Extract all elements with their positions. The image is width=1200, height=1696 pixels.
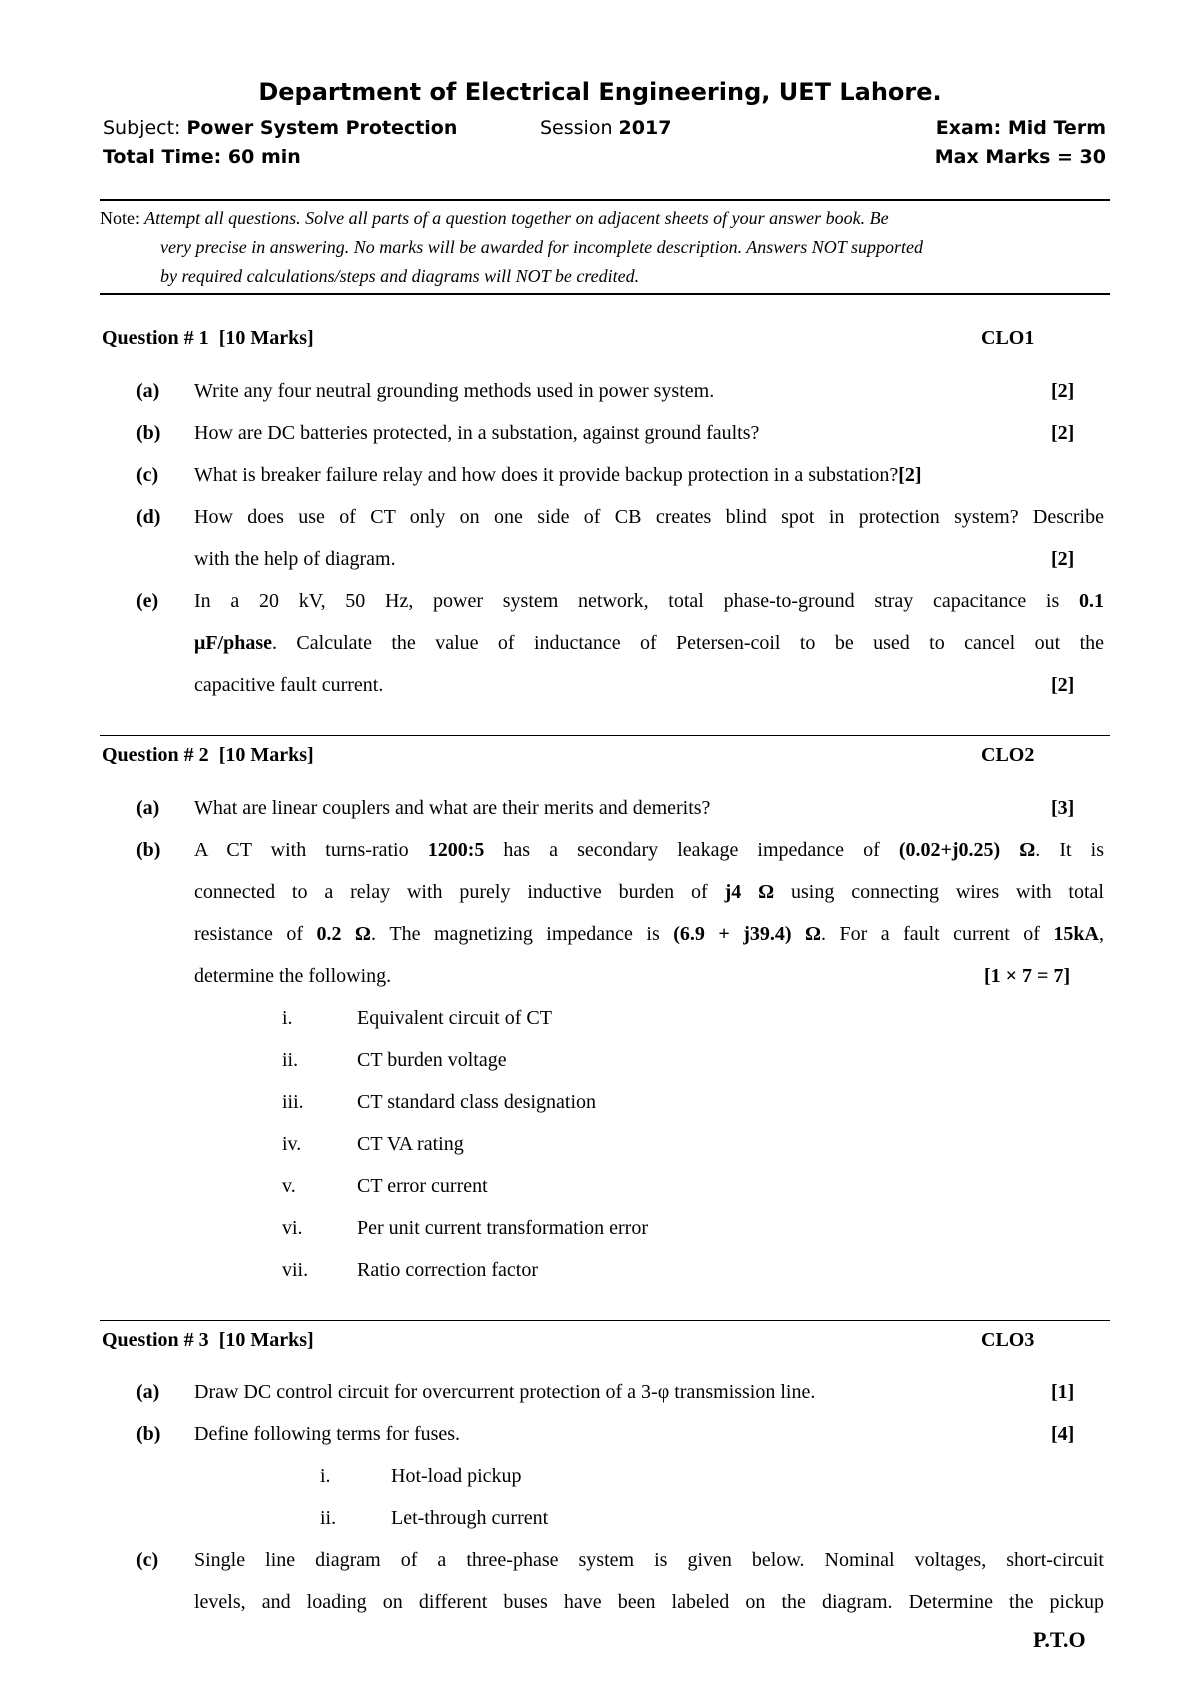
question-1-marks: [10 Marks] <box>218 327 314 349</box>
q1-d-marks: [2] <box>1051 548 1075 570</box>
q3-c-label: (c) <box>136 1549 159 1571</box>
q2-b-item-num: vii. <box>282 1259 309 1281</box>
q2-b-leakage-impedance: (0.02+j0.25) Ω <box>898 839 1036 861</box>
q2-b-item-num: vi. <box>282 1217 303 1239</box>
q2-b-line-4: determine the following. <box>194 965 392 987</box>
q2-b-item-text: Ratio correction factor <box>357 1259 539 1281</box>
q3-c-line-2: levels, and loading on different buses have been labeled on the diagram. Determine the pickup <box>194 1591 1104 1613</box>
question-1-heading <box>102 327 314 350</box>
question-1-title: Question # 1 <box>102 327 209 349</box>
time-label: Total Time: <box>103 146 228 168</box>
time-value: 60 min <box>227 146 301 168</box>
q1-c-line <box>194 464 922 487</box>
q2-b-line-2 <box>194 881 1104 904</box>
q1-e-line-1a: In a 20 kV, 50 Hz, power system network, total phase-to-ground stray capacitance is <box>194 590 1079 612</box>
q3-a-text: Draw DC control circuit for overcurrent protection of a 3-φ transmission line. <box>194 1381 816 1403</box>
q2-b-item-num: iii. <box>282 1091 304 1113</box>
q1-d-label: (d) <box>136 506 161 528</box>
q1-e-line-2a: μF/phase <box>194 632 273 654</box>
question-2-title: Question # 2 <box>102 744 209 766</box>
exam-type: Exam: Mid Term <box>935 117 1106 139</box>
q2-b-wire-resistance: 0.2 Ω <box>316 923 371 945</box>
time-line <box>103 146 301 168</box>
session-label: Session <box>540 117 619 139</box>
q3-b-item-text: Let-through current <box>391 1507 549 1529</box>
subject-value: Power System Protection <box>186 117 458 139</box>
q1-d-line-1: How does use of CT only on one side of CB creates blind spot in protection system? Describe <box>194 506 1104 528</box>
q2-b-l3g: , <box>1099 923 1104 945</box>
subject-line <box>103 117 457 139</box>
q3-b-item-text: Hot-load pickup <box>391 1465 522 1487</box>
question-3-title: Question # 3 <box>102 1329 209 1351</box>
q1-e-line-1 <box>194 590 1104 613</box>
q2-a-text: What are linear couplers and what are their merits and demerits? <box>194 797 711 819</box>
divider-note <box>100 293 1110 295</box>
q1-e-line-1b: 0.1 <box>1079 590 1104 612</box>
q2-b-line-1 <box>194 839 1104 862</box>
question-2-heading <box>102 744 314 767</box>
q1-c-marks: [2] <box>898 464 922 486</box>
q1-b-label: (b) <box>136 422 161 444</box>
q1-a-marks: [2] <box>1051 380 1075 402</box>
question-3-heading <box>102 1329 314 1352</box>
q3-c-line-1: Single line diagram of a three-phase system is given below. Nominal voltages, short-circuit <box>194 1549 1104 1571</box>
q2-a-label: (a) <box>136 797 160 819</box>
q1-e-marks: [2] <box>1051 674 1075 696</box>
note-line-1: Attempt all questions. Solve all parts of a question together on adjacent sheets of your answer book. Be <box>140 208 889 228</box>
q3-a-marks: [1] <box>1051 1381 1075 1403</box>
question-3-clo: CLO3 <box>981 1329 1035 1351</box>
max-marks: Max Marks = 30 <box>934 146 1106 168</box>
q1-e-line-3: capacitive fault current. <box>194 674 384 696</box>
note-block <box>100 204 1110 291</box>
note-line-2: very precise in answering. No marks will be awarded for incomplete description. Answers NOT supported <box>160 237 923 257</box>
session-value: 2017 <box>618 117 672 139</box>
q1-b-text: How are DC batteries protected, in a substation, against ground faults? <box>194 422 760 444</box>
q3-b-text: Define following terms for fuses. <box>194 1423 461 1445</box>
q2-b-item-text: CT error current <box>357 1175 488 1197</box>
q2-b-l1c: has a secondary leakage impedance of <box>484 839 899 861</box>
q1-d-line-2: with the help of diagram. <box>194 548 396 570</box>
q2-b-fault-current: 15kA <box>1053 923 1099 945</box>
q3-b-label: (b) <box>136 1423 161 1445</box>
q1-c-label: (c) <box>136 464 159 486</box>
note-label: Note: <box>100 208 140 228</box>
q2-b-magnetizing-impedance: (6.9 + j39.4) Ω <box>673 923 821 945</box>
subject-label: Subject: <box>103 117 187 139</box>
q2-b-item-num: ii. <box>282 1049 299 1071</box>
session-line <box>540 117 671 139</box>
q2-b-item-num: i. <box>282 1007 293 1029</box>
q2-b-marks: [1 × 7 = 7] <box>984 965 1071 987</box>
pto-label: P.T.O <box>1033 1627 1086 1652</box>
q2-b-l3e: . For a fault current of <box>821 923 1054 945</box>
q2-b-item-num: iv. <box>282 1133 302 1155</box>
page-title: Department of Electrical Engineering, UET Lahore. <box>258 78 942 106</box>
q2-b-l1a: A CT with turns-ratio <box>194 839 428 861</box>
q3-b-marks: [4] <box>1051 1423 1075 1445</box>
q1-a-text: Write any four neutral grounding methods used in power system. <box>194 380 715 402</box>
q2-a-marks: [3] <box>1051 797 1075 819</box>
q1-e-label: (e) <box>136 590 159 612</box>
q2-b-item-text: CT burden voltage <box>357 1049 507 1071</box>
q2-b-label: (b) <box>136 839 161 861</box>
question-3-marks: [10 Marks] <box>218 1329 314 1351</box>
q2-b-turns-ratio: 1200:5 <box>427 839 485 861</box>
q1-e-line-2b: . Calculate the value of inductance of Petersen-coil to be used to cancel out the <box>272 632 1104 654</box>
q1-e-line-2 <box>194 632 1104 655</box>
q2-b-item-num: v. <box>282 1175 296 1197</box>
q1-c-text: What is breaker failure relay and how does it provide backup protection in a substation? <box>194 464 899 486</box>
divider-q3 <box>100 1320 1110 1321</box>
q2-b-item-text: CT standard class designation <box>357 1091 597 1113</box>
q2-b-burden: j4 Ω <box>724 881 775 903</box>
question-2-clo: CLO2 <box>981 744 1035 766</box>
q3-a-label: (a) <box>136 1381 160 1403</box>
q1-b-marks: [2] <box>1051 422 1075 444</box>
q2-b-l3c: . The magnetizing impedance is <box>370 923 674 945</box>
q2-b-item-text: CT VA rating <box>357 1133 464 1155</box>
divider-top <box>100 199 1110 201</box>
q3-b-item-num: ii. <box>320 1507 337 1529</box>
question-1-clo: CLO1 <box>981 327 1035 349</box>
q1-a-label: (a) <box>136 380 160 402</box>
divider-q2 <box>100 735 1110 736</box>
q2-b-line-3 <box>194 923 1104 946</box>
q2-b-l1e: . It is <box>1035 839 1104 861</box>
question-2-marks: [10 Marks] <box>218 744 314 766</box>
q2-b-l3a: resistance of <box>194 923 317 945</box>
q3-b-item-num: i. <box>320 1465 331 1487</box>
q2-b-item-text: Per unit current transformation error <box>357 1217 649 1239</box>
q2-b-item-text: Equivalent circuit of CT <box>357 1007 552 1029</box>
q2-b-l2c: using connecting wires with total <box>774 881 1104 903</box>
note-line-3: by required calculations/steps and diagrams will NOT be credited. <box>160 266 640 286</box>
q2-b-l2a: connected to a relay with purely inductive burden of <box>194 881 725 903</box>
